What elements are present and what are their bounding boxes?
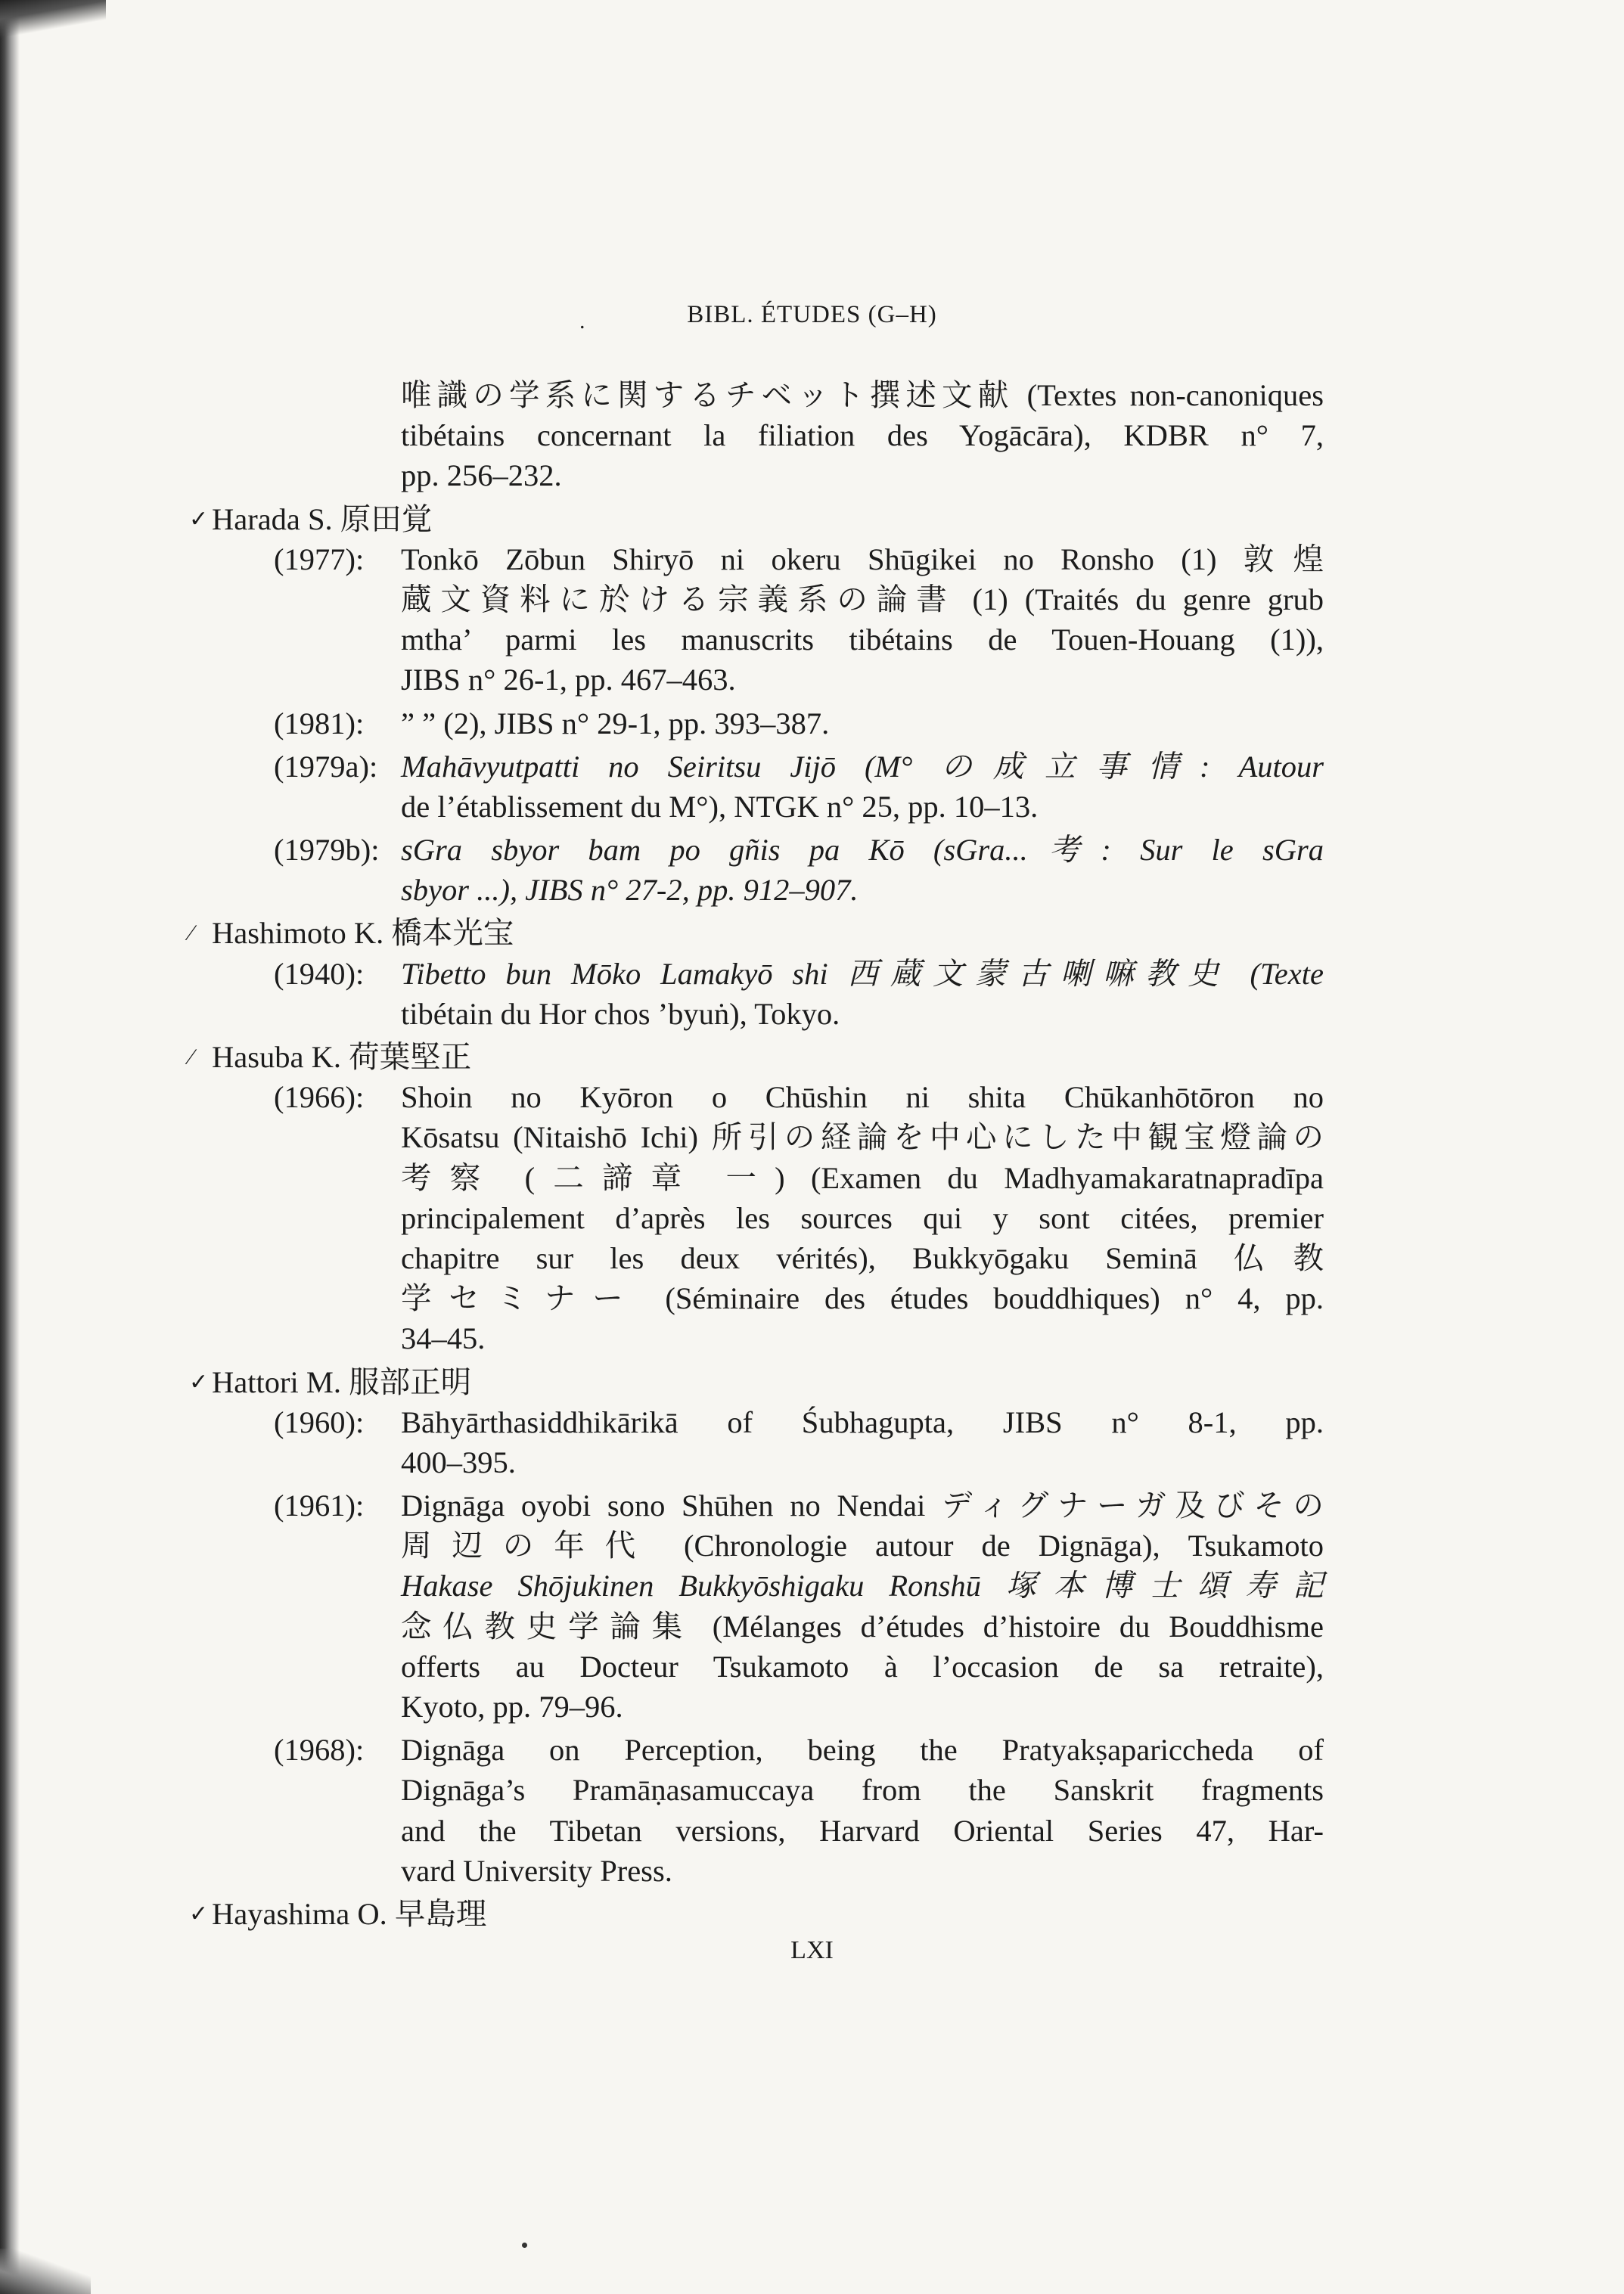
entry-line: (1979b): sGra sbyor bam po gñis pa Kō (sGra...考: Sur le sGra: [189, 830, 1324, 870]
year-label: (1966):: [274, 1080, 365, 1115]
entry-line: 34–45.: [401, 1321, 486, 1356]
entry-line: (1968): Dignāga on Perception, being the Pratyakṣapariccheda of: [189, 1730, 1324, 1770]
author-heading: ✓ Harada S. 原田覚: [189, 499, 1324, 539]
author-heading: ✓ Hayashima O. 早島理: [189, 1894, 1324, 1934]
entry-line: chapitre sur les deux vérités), Bukkyōgaku Seminā 仏教: [401, 1240, 1324, 1275]
entry-line: (1961): Dignāga oyobi sono Shūhen no Nendai ディグナーガ及びその: [189, 1485, 1324, 1526]
checkmark-icon: ✓: [189, 1901, 209, 1926]
slash-mark-icon: ∕: [189, 1045, 194, 1069]
year-label: (1979a):: [274, 749, 378, 784]
year-label: (1979b):: [274, 833, 380, 868]
entry-line: Hakase Shōjukinen Bukkyōshigaku Ronshū 塚本博士頌寿記: [401, 1569, 1324, 1603]
entry-line: tibétain du Hor chos ’byuṅ), Tokyo.: [401, 996, 840, 1031]
entry-line: (1940): Tibetto bun Mōko Lamakyō shi 西蔵文蒙古喇嘛教史 (Texte: [189, 954, 1324, 994]
entry-line: JIBS n° 26-1, pp. 467–463.: [401, 663, 736, 697]
entry-line: offerts au Docteur Tsukamoto à l’occasion de sa retraite),: [401, 1649, 1324, 1684]
author-heading: ∕ Hasuba K. 荷葉堅正: [189, 1037, 1324, 1077]
entry-line: vard University Press.: [401, 1853, 672, 1888]
entry-line: and the Tibetan versions, Harvard Oriental Series 47, Har-: [401, 1813, 1324, 1848]
entry-line: 考察 (二諦章 一) (Examen du Madhyamakaratnapradīpa: [401, 1160, 1324, 1195]
entry-line: Kōsatsu (Nitaishō Ichi) 所引の経論を中心にした中観宝燈論の: [401, 1120, 1324, 1155]
entry-line: principalement d’après les sources qui y sont citées, premier: [401, 1200, 1324, 1235]
year-label: (1977):: [274, 542, 365, 576]
year-label: (1960):: [274, 1405, 365, 1439]
speck: [522, 2243, 527, 2248]
entry-line: (1981): ” ” (2), JIBS n° 29-1, pp. 393–387.: [189, 703, 1324, 743]
entry-line: 唯識の学系に関するチベット撰述文献 (Textes non-canoniques: [401, 378, 1324, 412]
checkmark-icon: ✓: [189, 1369, 209, 1395]
header-tick: .: [579, 309, 586, 334]
entry-line: sbyor ...), JIBS n° 27-2, pp. 912–907.: [401, 873, 859, 908]
scan-corner: [0, 0, 106, 45]
entry-line: mtha’ parmi les manuscrits tibétains de Touen-Houang (1)),: [401, 622, 1324, 657]
scan-foot: [0, 2249, 91, 2294]
author-heading: ∕ Hashimoto K. 橋本光宝: [189, 913, 1324, 953]
page-number: LXI: [790, 1936, 834, 1964]
running-header: [0, 301, 1624, 334]
entry-line: Dignāga’s Pramāṇasamuccaya from the Sanskrit fragments: [401, 1773, 1324, 1808]
header-text: BIBL. ÉTUDES (G–H): [687, 301, 937, 328]
year-label: (1981):: [274, 706, 365, 740]
entry-line: tibétains concernant la filiation des Yogācāra), KDBR n° 7,: [401, 418, 1324, 453]
entry-line: Kyoto, pp. 79–96.: [401, 1690, 623, 1724]
bibliography-body: [189, 375, 1324, 1934]
entry-line: (1977): Tonkō Zōbun Shiryō ni okeru Shūgikei no Ronsho (1) 敦煌: [189, 539, 1324, 579]
entry-line: (1979a): Mahāvyutpatti no Seiritsu Jijō (M° の成立事情: Autour: [189, 747, 1324, 787]
entry-line: pp. 256–232.: [401, 458, 562, 493]
entry-line: 念仏教史学論集 (Mélanges d’études d’histoire du Bouddhisme: [401, 1609, 1324, 1644]
entry-line: (1966): Shoin no Kyōron o Chūshin ni shita Chūkanhōtōron no: [189, 1077, 1324, 1117]
slash-mark-icon: ∕: [189, 920, 194, 946]
entry-line: (1960): Bāhyārthasiddhikārikā of Śubhagupta, JIBS n° 8-1, pp.: [189, 1402, 1324, 1442]
entry-line: 学セミナー (Séminaire des études bouddhiques) n° 4, pp.: [401, 1281, 1324, 1316]
entry-line: 周辺の年代 (Chronologie autour de Dignāga), Tsukamoto: [401, 1529, 1324, 1563]
year-label: (1940):: [274, 956, 365, 991]
entry-line: 蔵文資料に於ける宗義系の論書 (1) (Traités du genre grub: [401, 582, 1324, 616]
entry-line: 400–395.: [401, 1445, 516, 1479]
year-label: (1968):: [274, 1733, 365, 1768]
checkmark-icon: ✓: [189, 506, 209, 532]
year-label: (1961):: [274, 1488, 365, 1523]
entry-line: de l’établissement du M°), NTGK n° 25, pp. 10–13.: [401, 789, 1039, 824]
author-heading: ✓ Hattori M. 服部正明: [189, 1362, 1324, 1402]
